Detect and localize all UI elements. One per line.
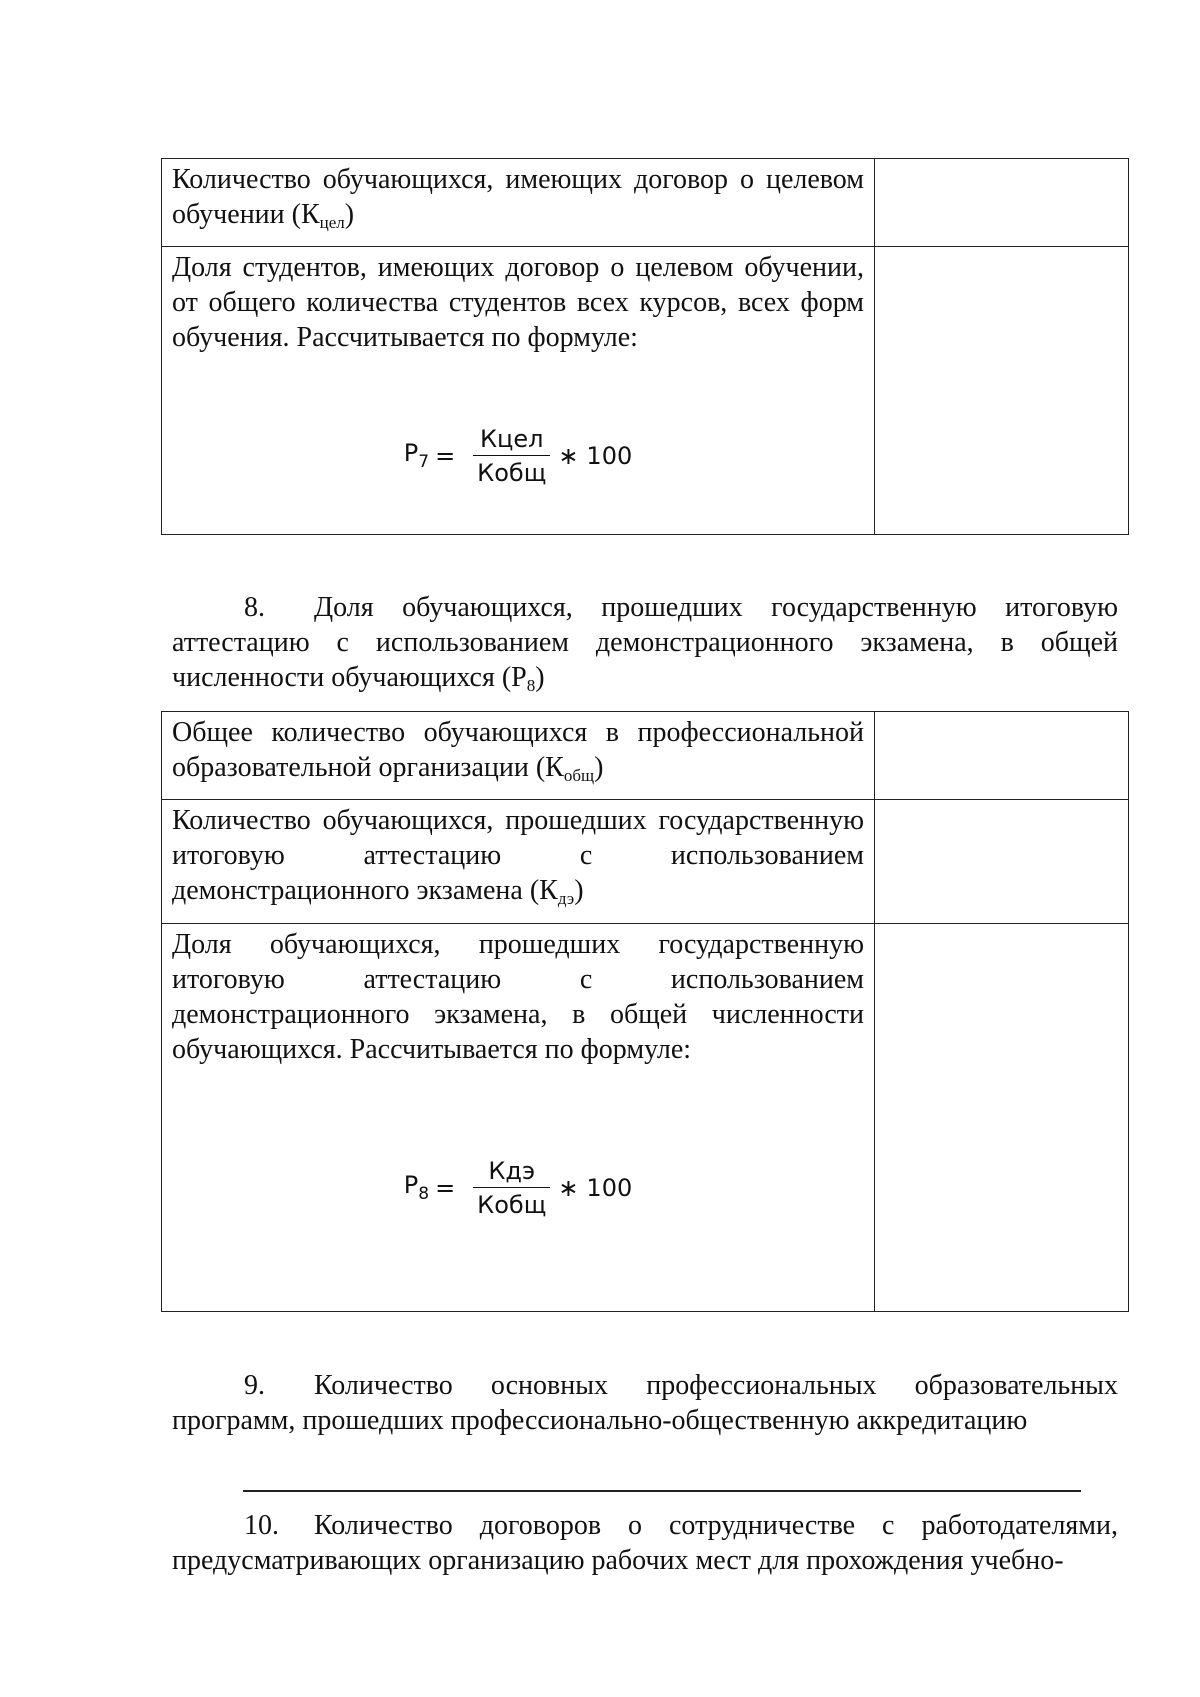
section-9-paragraph: 9. Количество основных профессиональных образовательных программ, прошедших профессионально-общественную аккредитацию [172,1370,1118,1436]
demo-exam-table [161,711,1129,1312]
table-row [162,800,1129,924]
indicator-cell: Количество обучающихся, имеющих договор о целевом обучении $(К_{цел})$ [162,159,875,247]
fraction: $\frac{\text{Кцел}}{\text{Кобщ}}$ [473,427,550,485]
indicator-cell: Общее количество обучающихся в профессиональной образовательной организации $(К_{общ})$ [162,712,875,800]
value-cell[interactable] [875,247,1129,535]
separator-line [243,1490,1081,1492]
section-8-paragraph: 8. Доля обучающихся, прошедших государственную итоговую аттестацию с использованием демонстрационного экзамена, в общей численности обучающихся $(Р_8)$ [172,592,1118,695]
indicator-cell: Доля обучающихся, прошедших государственную итоговую аттестацию с использованием демонстрационного экзамена, в общей численности обучающихся. Рассчитывается по формуле: $Р_8$ = $\frac{\text{Кдэ}}{\text{Кобщ}}$ ∗ 100 [162,924,875,1312]
table-row [162,712,1129,800]
table-row [162,247,1129,535]
formula-p8: $Р_8$ = $\frac{\text{Кдэ}}{\text{Кобщ}}$ ∗ 100 [403,1157,633,1219]
value-cell[interactable] [875,712,1129,800]
fraction: $\frac{\text{Кдэ}}{\text{Кобщ}}$ [473,1159,550,1217]
value-cell[interactable] [875,924,1129,1312]
table-row [162,924,1129,1312]
section-10-paragraph: 10. Количество договоров о сотрудничестве с работодателями, предусматривающих организацию рабочих мест для прохождения учебно- [172,1510,1118,1576]
value-cell[interactable] [875,800,1129,924]
indicator-cell: Доля студентов, имеющих договор о целевом обучении, от общего количества студентов всех курсов, всех форм обучения. Рассчитывается по формуле: $Р_7$ = $\frac{\text{Кцел}}{\text{Кобщ}}$ ∗ 100 [162,247,875,535]
indicator-cell: Количество обучающихся, прошедших государственную итоговую аттестацию с использованием демонстрационного экзамена $(К_{дэ})$ [162,800,875,924]
target-training-table [161,158,1129,535]
value-cell[interactable] [875,159,1129,247]
formula-p7: $Р_7$ = $\frac{\text{Кцел}}{\text{Кобщ}}$ ∗ 100 [403,425,633,487]
table-row [162,159,1129,247]
